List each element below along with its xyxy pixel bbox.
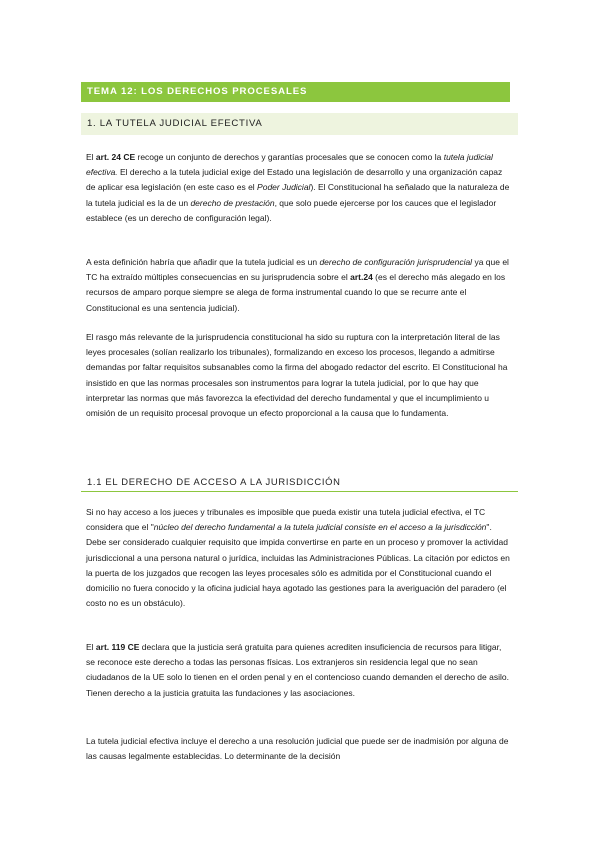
subsection-heading-acceso: 1.1 EL DERECHO DE ACCESO A LA JURISDICCIÓN (81, 472, 518, 492)
bold-reference: art. 119 CE (95, 642, 140, 652)
text-run: El (86, 642, 96, 652)
paragraph-resolucion (86, 734, 512, 764)
italic-term: Poder Judicial (257, 182, 311, 193)
text-run: El rasgo más relevante de la jurisprudencia constitucional ha sido su ruptura con la interpretación literal de las leyes procesales (solían realizarlo los tribunales), formalizando en exceso los procesos, llegando a admitirse demandas por faltar requisitos subsanables como la firma del abogado redactor del escrito. El Constitucional ha insistido en que las normas procesales son instrumentos para lograr la tutela judicial, por lo que hay que interpretar las normas que más favorezca la efectividad del derecho fundamental y que el incumplimiento u omisión de un requisito procesal provoque un efecto proporcional a la causa que lo fundamenta. (86, 332, 508, 419)
italic-term: tutela judicial efectiva. (86, 152, 493, 178)
bold-reference: art.24 (350, 272, 373, 283)
paragraph-configuracion (86, 255, 512, 316)
text-run: Si no hay acceso a los jueces y tribunales es imposible que pueda existir una tutela judicial efectiva, el TC considera que el " (86, 507, 486, 533)
text-run: ". Debe ser considerado cualquier requisito que impida convertirse en parte en un proceso y promover la actividad jurisdiccional a una persona natural o jurídica, incluidas las Administraciones Públicas. La citación por edictos en la puerta de los juzgados que recogen las leyes procesales sólo es admitida por el Constitucional cuando el domicilio no fuera conocido y la oficina judicial haya agotado las gestiones para la averiguación del paradero (el costo no es un obstáculo). (86, 522, 510, 609)
bold-reference: art. 24 CE (95, 152, 136, 162)
text-run: A esta definición habría que añadir que la tutela judicial es un (86, 257, 320, 267)
text-run: declara que la justicia será gratuita para quienes acrediten insuficiencia de recursos para litigar, se reconoce este derecho a todas las personas físicas. Los extranjeros sin residencia legal que no sean ciudadanos de la UE solo lo tienen en el orden penal y en el contencioso cuando demanden el derecho de asilo. Tienen derecho a la justicia gratuita las fundaciones y las asociaciones. (86, 642, 509, 698)
text-run: La tutela judicial efectiva incluye el derecho a una resolución judicial que puede ser de inadmisión por alguna de las causas legalmente establecidas. Lo determinante de la decisión (86, 736, 509, 762)
text-run: ya que el TC ha extraído múltiples consecuencias en su jurisprudencia sobre el (86, 257, 509, 283)
italic-term: derecho de prestación (190, 197, 275, 208)
text-run: , que solo puede ejercerse por los cauces que el legislador establece (es un derecho de configuración legal). (86, 197, 497, 223)
section-heading-tutela: 1. LA TUTELA JUDICIAL EFECTIVA (81, 113, 518, 135)
chapter-heading: TEMA 12: LOS DERECHOS PROCESALES (81, 82, 510, 102)
text-run: El (86, 152, 96, 162)
paragraph-art119 (86, 640, 512, 701)
text-run: recoge un conjunto de derechos y garantías procesales que se conocen como la (135, 152, 444, 162)
paragraph-acceso (86, 505, 512, 611)
text-run: ). El Constitucional ha señalado que la naturaleza de la tutela judicial es la de un (86, 182, 510, 208)
italic-term: derecho de configuración jurisprudencial (319, 257, 473, 267)
italic-quote: núcleo del derecho fundamental a la tutela judicial consiste en el acceso a la jurisdicción (153, 522, 487, 533)
paragraph-art24 (86, 150, 512, 226)
text-run: (es el derecho más alegado en los recursos de amparo porque siempre se alega de forma instrumental cuando lo que se recurre ante el Constitucional es una sentencia judicial). (86, 272, 506, 313)
text-run: El derecho a la tutela judicial exige del Estado una legislación de desarrollo y una organización capaz de aplicar esa legislación (en este caso es el (86, 167, 503, 193)
paragraph-rasgo (86, 330, 512, 421)
